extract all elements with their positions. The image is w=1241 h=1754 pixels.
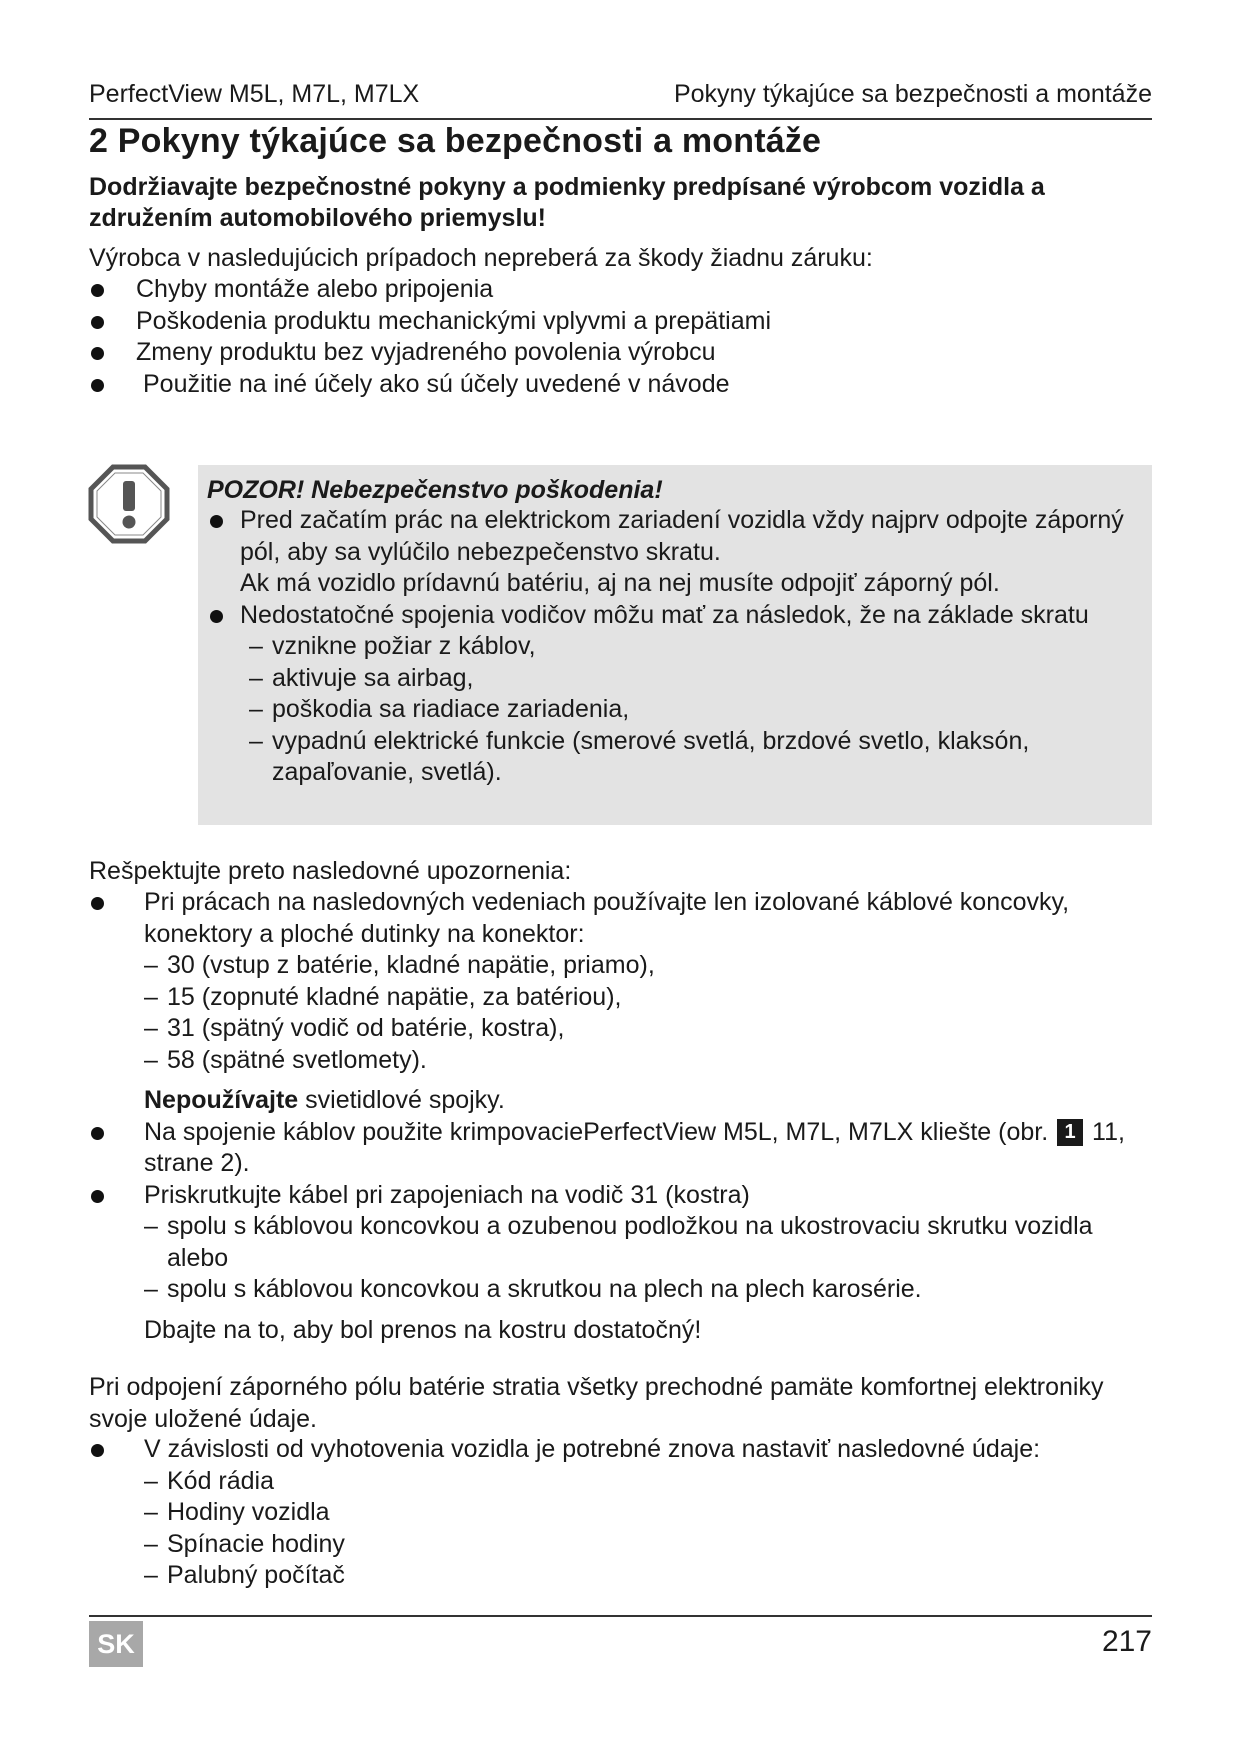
warning-box — [198, 465, 1152, 825]
list-item: Poškodenia produktu mechanickými vplyvmi a prepätiami — [89, 306, 771, 338]
list-item: Chyby montáže alebo pripojenia — [89, 274, 771, 306]
liability-intro: Výrobca v nasledujúcich prípadoch nepreberá za škody žiadnu záruku: — [89, 244, 873, 272]
list-item — [89, 1180, 1152, 1347]
list-item: – Kód rádia — [144, 1466, 275, 1495]
bullet-icon — [91, 347, 104, 360]
lead-paragraph: Dodržiavajte bezpečnostné pokyny a podmienky predpísané výrobcom vozidla a združením automobilového priemyslu! — [89, 173, 1045, 232]
list-item: Na spojenie káblov použite krimpovaciePerfectView M5L, M7L, M7LX kliešte (obr. 1 11, strane 2). — [89, 1117, 1152, 1180]
bullet-icon — [91, 897, 104, 910]
header-rule — [89, 118, 1152, 120]
warning-title: POZOR! Nebezpečenstvo poškodenia! — [207, 476, 663, 504]
note-text: Pri prácach na nasledovných vedeniach používajte len izolované káblové koncovky, konektory a ploché dutinky na konektor: — [144, 888, 1070, 948]
list-item: – vznikne požiar z káblov, — [249, 632, 536, 660]
note-text: Dbajte na to, aby bol prenos na kostru dostatočný! — [144, 1315, 702, 1344]
list-item — [89, 887, 1152, 1117]
list-item — [89, 1434, 1152, 1592]
list-item: – 30 (vstup z batérie, kladné napätie, priamo), — [144, 951, 655, 979]
reset-text: V závislosti od vyhotovenia vozidla je potrebné znova nastaviť nasledovné údaje: — [144, 1435, 1041, 1463]
running-header — [89, 80, 1152, 110]
warning-list — [207, 505, 1147, 789]
bullet-icon — [210, 610, 223, 623]
ground-sublist — [144, 1211, 1152, 1306]
battery-paragraph: Pri odpojení záporného pólu batérie stratia všetky prechodné pamäte komfortnej elektroniky svoje uložené údaje. — [89, 1373, 1104, 1433]
bullet-icon — [91, 1444, 104, 1457]
list-item: – Hodiny vozidla — [144, 1498, 330, 1526]
list-item: – vypadnú elektrické funkcie (smerové svetlá, brzdové svetlo, klaksón, zapaľovanie, svetlá). — [249, 726, 1030, 786]
footer-rule — [89, 1615, 1152, 1617]
header-product: PerfectView M5L, M7L, M7LX — [89, 80, 420, 108]
header-section: Pokyny týkajúce sa bezpečnosti a montáže — [673, 80, 1152, 108]
section-title: 2 Pokyny týkajúce sa bezpečnosti a montáže — [89, 122, 822, 160]
bullet-icon — [91, 1190, 104, 1203]
list-item — [207, 505, 1147, 600]
list-item: – Spínacie hodiny — [144, 1529, 345, 1558]
warning-text: Ak má vozidlo prídavnú batériu, aj na nej musíte odpojiť záporný pól. — [240, 569, 1000, 597]
respect-intro: Rešpektujte preto nasledovné upozornenia: — [89, 857, 572, 885]
reset-sublist — [144, 1466, 1152, 1592]
list-item: – poškodia sa riadiace zariadenia, — [249, 695, 630, 723]
warning-text: Nedostatočné spojenia vodičov môžu mať za následok, že na základe skratu — [240, 600, 1089, 629]
list-item: – spolu s káblovou koncovkou a ozubenou podložkou na ukostrovaciu skrutku vozidla alebo — [144, 1212, 1093, 1272]
list-item: Zmeny produktu bez vyjadreného povolenia výrobcu — [89, 337, 771, 369]
bullet-icon — [91, 1127, 104, 1140]
note-text: Nepoužívajte svietidlové spojky. — [144, 1086, 505, 1114]
list-item: Použitie na iné účely ako sú účely uvedené v návode — [89, 369, 771, 401]
list-item: – aktivuje sa airbag, — [249, 663, 474, 692]
note-text: Priskrutkujte kábel pri zapojeniach na vodič 31 (kostra) — [144, 1180, 750, 1209]
list-item: – 15 (zopnuté kladné napätie, za batériou), — [144, 982, 622, 1011]
list-item: – spolu s káblovou koncovkou a skrutkou na plech na plech karosérie. — [144, 1275, 922, 1303]
list-item — [207, 600, 1147, 789]
bullet-icon — [210, 515, 223, 528]
bullet-icon — [91, 284, 104, 297]
notes-list — [89, 887, 1152, 1346]
list-item: – 58 (spätné svetlomety). — [144, 1045, 427, 1074]
warning-text: Pred začatím prác na elektrickom zariadení vozidla vždy najprv odpojte záporný pól, aby sa vylúčilo nebezpečenstvo skratu. — [240, 506, 1124, 566]
caution-octagon-icon — [88, 464, 170, 544]
bullet-icon — [91, 379, 104, 392]
reset-list — [89, 1434, 1152, 1592]
list-item: – 31 (spätný vodič od batérie, kostra), — [144, 1014, 565, 1042]
warning-sublist — [240, 631, 1147, 789]
list-item: – Palubný počítač — [144, 1561, 345, 1589]
bullet-icon — [91, 316, 104, 329]
figure-ref-badge: 1 — [1057, 1119, 1083, 1146]
language-badge: SK — [89, 1621, 143, 1667]
circuit-sublist — [144, 950, 1152, 1076]
page-number: 217 — [1101, 1625, 1152, 1658]
liability-list — [89, 274, 771, 400]
